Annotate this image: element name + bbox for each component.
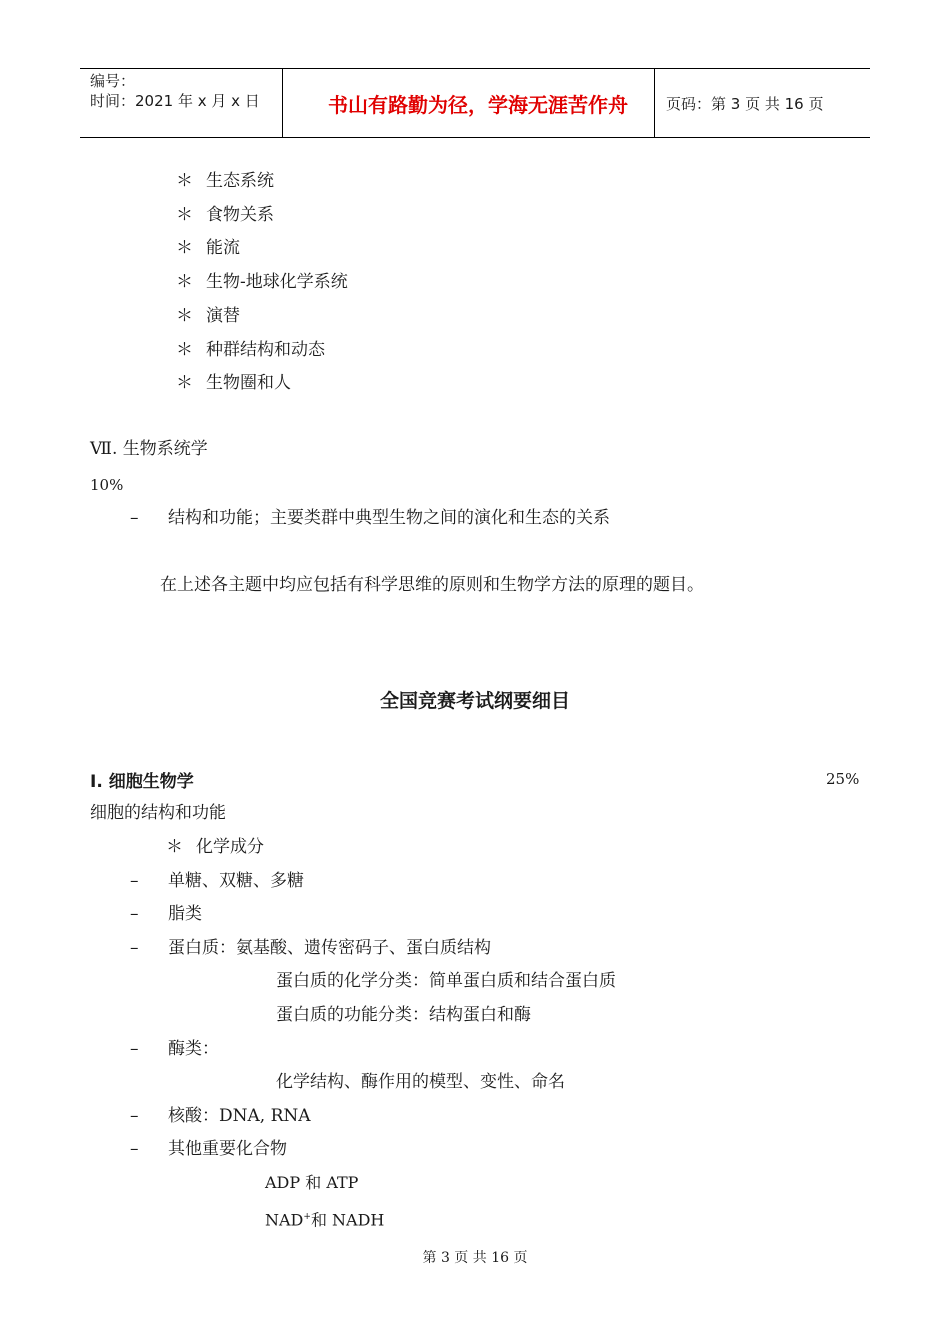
chem-item-row xyxy=(166,836,264,858)
section7-desc: 结构和功能；主要类群中典型生物之间的演化和生态的关系 xyxy=(168,508,610,528)
ecology-item: 食物关系 xyxy=(206,204,274,225)
list-item xyxy=(130,903,202,925)
dash-marker: – xyxy=(130,1039,139,1059)
list-item xyxy=(176,170,274,192)
list-item xyxy=(176,204,274,226)
adp-atp: ADP 和 ATP xyxy=(265,1173,359,1192)
sugars: 单糖、双糖、多糖 xyxy=(168,871,304,891)
time-label: 时间：2021 年 x 月 x 日 xyxy=(90,92,260,110)
proteins-func-class: 蛋白质的功能分类：结构蛋白和酶 xyxy=(276,1005,531,1025)
header-meta xyxy=(90,71,260,111)
list-item xyxy=(176,339,325,361)
ecology-item: 种群结构和动态 xyxy=(206,339,325,360)
section1-percent: 25% xyxy=(826,770,860,788)
ecology-item: 能流 xyxy=(206,238,240,259)
superscript-plus: + xyxy=(303,1212,311,1222)
enzymes: 酶类： xyxy=(168,1039,219,1059)
dash-marker: – xyxy=(130,1139,139,1159)
bullet-marker: ＊ xyxy=(176,373,193,394)
list-item xyxy=(176,372,291,394)
bullet-marker: ＊ xyxy=(176,204,193,225)
nad-nadh xyxy=(265,1206,384,1231)
bullet-marker: ＊ xyxy=(166,837,183,857)
section1-subtitle: 细胞的结构和功能 xyxy=(90,803,226,823)
proteins-chem-class: 蛋白质的化学分类：简单蛋白质和结合蛋白质 xyxy=(276,971,616,991)
lipids: 脂类 xyxy=(168,904,202,924)
list-item xyxy=(176,271,348,293)
bullet-marker: ＊ xyxy=(176,171,193,191)
bullet-marker: ＊ xyxy=(176,238,193,259)
page-header xyxy=(80,68,870,138)
list-item xyxy=(176,305,240,327)
nadh-text: 和 NADH xyxy=(310,1210,385,1230)
bullet-marker: ＊ xyxy=(176,339,193,360)
dash-marker: – xyxy=(130,904,139,924)
ecology-item: 生物-地球化学系统 xyxy=(206,272,348,293)
list-item xyxy=(130,870,304,892)
ecology-item: 生态系统 xyxy=(206,171,274,191)
page-label: 页码：第 3 页 共 16 页 xyxy=(666,95,824,113)
number-label: 编号： xyxy=(90,72,136,90)
dash-marker: – xyxy=(130,1106,139,1126)
nad-text: NAD xyxy=(265,1210,304,1230)
header-divider xyxy=(282,69,283,137)
proteins: 蛋白质：氨基酸、遗传密码子、蛋白质结构 xyxy=(168,938,491,958)
chem-item: 化学成分 xyxy=(196,837,264,857)
list-item xyxy=(130,937,491,959)
dash-marker: – xyxy=(130,871,139,891)
dash-marker: – xyxy=(130,938,139,958)
enzymes-detail: 化学结构、酶作用的模型、变性、命名 xyxy=(276,1072,565,1092)
dash-marker: – xyxy=(130,508,139,528)
bullet-marker: ＊ xyxy=(176,305,193,326)
main-title: 全国竞赛考试纲要细目 xyxy=(379,690,570,712)
motto: 书山有路勤为径，学海无涯苦作舟 xyxy=(328,93,628,117)
methods-note: 在上述各主题中均应包括有科学思维的原则和生物学方法的原理的题目。 xyxy=(160,575,704,595)
section7-title: Ⅶ. 生物系统学 xyxy=(90,439,208,459)
section1-title: I. 细胞生物学 xyxy=(90,772,194,792)
bullet-marker: ＊ xyxy=(176,272,193,293)
ecology-item: 演替 xyxy=(206,305,240,326)
other-compounds: 其他重要化合物 xyxy=(168,1139,287,1159)
list-item xyxy=(130,1038,219,1060)
page-footer: 第 3 页 共 16 页 xyxy=(422,1250,528,1266)
section7-percent: 10% xyxy=(90,476,124,494)
list-item xyxy=(130,1138,287,1160)
list-item xyxy=(130,1105,311,1127)
list-item xyxy=(176,237,240,259)
nucleic-acids: 核酸：DNA, RNA xyxy=(168,1106,311,1126)
section7-desc-row xyxy=(130,507,610,529)
ecology-item: 生物圈和人 xyxy=(206,373,291,394)
header-divider xyxy=(654,69,655,137)
